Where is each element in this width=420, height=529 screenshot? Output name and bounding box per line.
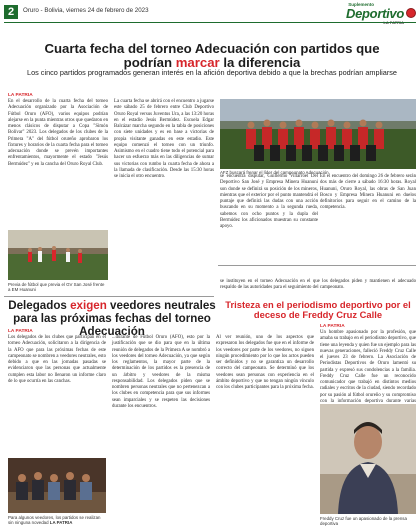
- byline-article-a: LA PATRIA: [8, 93, 33, 98]
- caption-football-match: Previa de fútbol que previa el GV San José frente a EM Huanuni: [8, 282, 105, 293]
- logo-main-text: Deportivo: [346, 6, 404, 21]
- divider-rule: [218, 265, 416, 266]
- caption-text: Para algunos veedores, los partidos se realizan sin ninguna novedad: [8, 515, 101, 526]
- article-b-column-3: [216, 335, 314, 521]
- caption-team-lineup: AFZ buscará frenar el líder del campeonato Adecuación: [220, 170, 329, 175]
- page-number: 2: [4, 5, 18, 19]
- section-rule: [4, 296, 214, 297]
- headline-part: la diferencia: [219, 54, 301, 70]
- supplement-logo: [308, 2, 416, 32]
- caption-credit: LA PATRIA: [49, 520, 73, 526]
- headline-article-b: [8, 300, 216, 338]
- header-rule: [4, 22, 416, 23]
- paragraph: se encuentra disputar, Guillermo Villarroel Del Deportivo San José y Empresa Minera Huanuni son donde se definirá su posición de los mineros, mientras que el exterior por el punto mantendrá el puntaje que definirá las dudas con una acción buscando en su momento a la segunda rueda, sabemos con ocho puntos y la dupla del Bermúdez los aficionados muestran su constante apoyo.: [220, 174, 318, 229]
- article-b-column-2: [112, 335, 210, 521]
- headline-article-a: [22, 42, 402, 70]
- article-a-column-4: [320, 174, 416, 262]
- photo-football-match: [8, 230, 108, 280]
- caption-delegates-meeting: [8, 515, 106, 526]
- paragraph: Un hombre apasionado por la profesión, que amaba su trabajo en el periodismo deportivo, que tiene una leyenda y quien fue un ejemplo para las nuevas generaciones, falleció Freddy Cruz Calle el jueves 23 de febrero. La Asociación de Periodistas Deportivos de Oruro lamentó su partida y expresó sus condolencias a la familia. Freddy Cruz Calle fue un reconocido comunicador que trabajó en distintos medios radiales y escritos de la ciudad, siendo recordado por su pasión al fútbol orureño y su compromiso con la información deportiva durante varias: [320, 330, 416, 404]
- article-a-column-1: [8, 99, 108, 228]
- photo-team-lineup: [220, 99, 416, 169]
- paragraph: En el encuentro del domingo 26 de febrero serán dos más de cierre a sábado 16:30 horas. Royal Huanuni, Oruro Royal, las obras de San Juan Bosco y Empresa Minera Huanuni en duelos definitorios para seguir en el camino de la competencia.: [320, 174, 416, 211]
- dek-article-a: Los cinco partidos programados generan interés en la afición deportiva debido a que la brechas podrían ampliarse: [27, 68, 397, 77]
- ball-icon: [406, 8, 416, 18]
- photo-portrait: [320, 404, 416, 514]
- headline-part: Cuarta fecha del torneo Adecuación con partidos que podrían: [44, 41, 380, 70]
- paragraph: La cuarta fecha se abrirá con el encuentro a jugarse este sábado 25 de febrero entre Club Deportivo Oruro Royal versus Juventus Ura, a las 13:20 horas en el estadio Jesús Bermúdez. Escuela Edgar Balcázar marcha segundo en la tabla de posiciones con siete unidades y es en base a victorias de propia visitante ganadas en este estadio. Este equipo comenzó el torneo con un triunfo. Asimismo en el cuadro tiene todo el potencial para hacer un esfuerzo más en las diligencias de sumar sus victorias con rumbo la cuarta fecha de ahora a la llamada de clasificación. Desde las 15:30 horas se inicia el otro encuentro.: [114, 99, 214, 179]
- meeting-group-icon: [8, 458, 106, 513]
- paragraph: ...durante de Fútbol Oruro (AFO), esto por la justificación que se dio para que en la última reunión de delegados de la Primera A se nombró a los veedores del torneo Adecuación, ya que según los reglamentos, la mayor parte de la determinación de los partidos es la presencia de un árbitro y veedores de la misma responsabilidad. Los delegados piden que se nombren personas neutrales que no pertenezcan a los clubes en competencia para que sus informes sean imparciales y se respeten las decisiones durante los encuentros.: [112, 335, 210, 409]
- headline-highlight: exigen: [70, 299, 107, 312]
- headline-part: veedores neutrales para las próximas fechas del torneo Adecuación: [13, 299, 216, 338]
- photo-delegates-meeting: [8, 458, 106, 513]
- team-lineup-icon: [220, 99, 416, 169]
- portrait-person-icon: [320, 404, 416, 514]
- byline-article-b: LA PATRIA: [8, 329, 33, 334]
- football-scene-icon: [8, 230, 108, 280]
- headline-highlight: marcar: [175, 54, 220, 70]
- headline-part: Delegados: [8, 299, 71, 312]
- article-b-column-1: [8, 335, 106, 455]
- article-c-column: [320, 330, 416, 402]
- dateline: Oruro - Bolivia, viernes 24 de febrero de 2023: [23, 7, 149, 14]
- paragraph: En el desarrollo de la cuarta fecha del torneo Adecuación organizado por la Asociación de Fútbol Oruro (AFO), varios equipos podrían alejarse en la punta mientras otros que quedaron en menos clásicos de disputar a Copa "Simón Bolívar" 2023. Los delegados de los clubes de la Primera "A" del fútbol orureño aprobaron los fixtures y horarios de la cuarta fecha para el torneo adecuación donde se prevén importantes enfrentamientos, mayormente el estado "Jesús Bermúdez" y en la cancha del Oruro Royal Club.: [8, 99, 108, 167]
- paragraph: Al ver reunión, uno de los aspectos que expresaron los delegados fue que en el informe de los veedores por parte de los veedores, no siguen ningún procedimiento por lo que los actos pueden ser definidos y no se garantiza un desarrollo correcto del campeonato. Se determinó que los veedores sean personas con experiencia en el ámbito deportivo y que no tengan ningún vínculo con los clubes participantes para la próxima fecha.: [216, 335, 314, 390]
- paragraph: se instituyen en el torneo Adecuación en el que los delegados piden y mantienen el adecuado respaldo de las autoridades para el seguimiento del campeonato.: [220, 279, 416, 291]
- article-a-column-2: [114, 99, 214, 262]
- byline-article-c: LA PATRIA: [320, 324, 345, 329]
- caption-portrait: Freddy Cruz fue un apasionado de la prensa deportiva: [320, 516, 407, 527]
- paragraph: Los delegados de los clubes que participan en el torneo Adecuación, solicitaron a la dirigencia de la AFO que para las próximas fechas de este campeonato se nombren a veedores neutrales, esto debido a que en las jornadas pasadas se evidenciaron que las personas que actualmente cumplen esta labor no llenaron un informe claro de lo que ocurría en las canchas.: [8, 335, 106, 384]
- article-a-column-3: [220, 174, 318, 262]
- page-header: [0, 0, 420, 36]
- logo-sup-text: Suplemento: [348, 2, 374, 7]
- headline-article-c: Tristeza en el periodismo deportivo por el deceso de Freddy Cruz Calle: [225, 299, 411, 320]
